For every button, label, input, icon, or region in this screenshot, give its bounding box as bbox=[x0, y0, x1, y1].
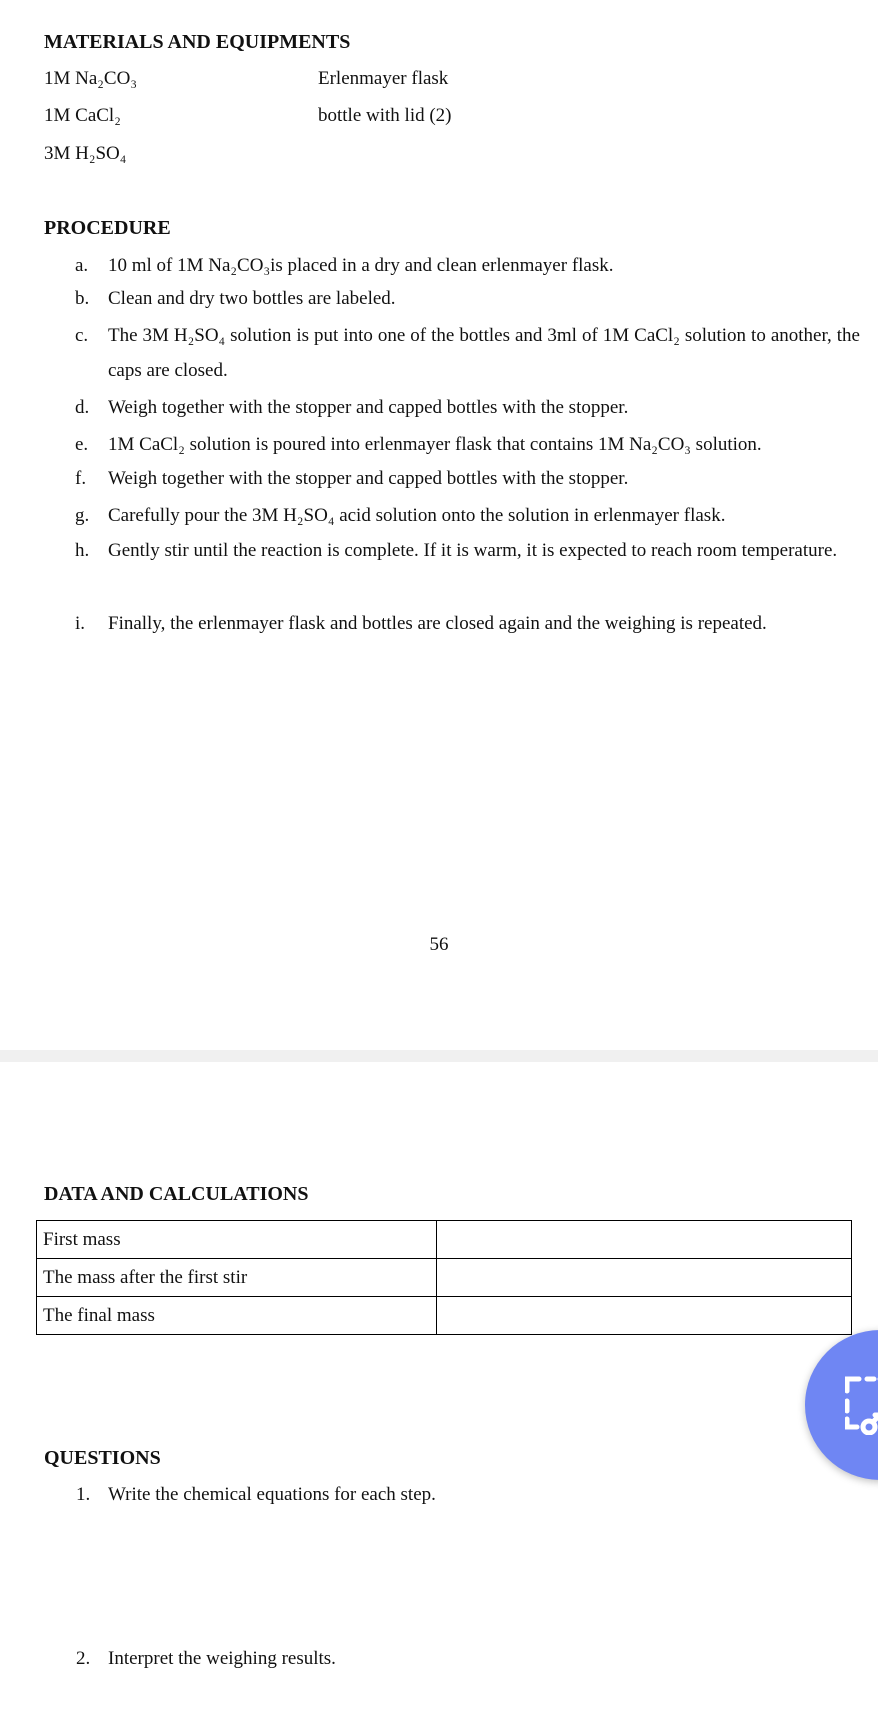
step-text: 1M CaCl₂ solution is poured into erlenmayer flask that contains 1M Na₂CO₃ solution. bbox=[108, 434, 762, 455]
step-letter: b. bbox=[75, 288, 90, 309]
table-cell-value bbox=[437, 1221, 852, 1259]
question-number: 1. bbox=[76, 1484, 91, 1505]
table-row bbox=[37, 1297, 852, 1335]
step-letter: h. bbox=[75, 540, 90, 561]
step-text: 10 ml of 1M Na₂CO₃is placed in a dry and clean erlenmayer flask. bbox=[108, 255, 614, 276]
step-text: Finally, the erlenmayer flask and bottles are closed again and the weighing is repeated. bbox=[108, 613, 767, 634]
chemical-item: 1M Na₂CO₃ bbox=[44, 68, 137, 89]
table-cell-value bbox=[437, 1259, 852, 1297]
chemical-item: 1M CaCl₂ bbox=[44, 105, 121, 126]
question-text: Interpret the weighing results. bbox=[108, 1648, 336, 1669]
equipment-item: bottle with lid (2) bbox=[318, 105, 452, 126]
step-letter: d. bbox=[75, 397, 90, 418]
step-letter: c. bbox=[75, 325, 89, 346]
step-text: Weigh together with the stopper and capped bottles with the stopper. bbox=[108, 397, 629, 418]
table-row bbox=[37, 1221, 852, 1259]
procedure-heading: PROCEDURE bbox=[44, 217, 171, 239]
table-cell-label: The mass after the first stir bbox=[37, 1259, 437, 1297]
step-letter: i. bbox=[75, 613, 86, 634]
table-cell-value bbox=[437, 1297, 852, 1335]
step-letter: g. bbox=[75, 505, 90, 526]
question-number: 2. bbox=[76, 1648, 91, 1669]
step-text: Weigh together with the stopper and capped bottles with the stopper. bbox=[108, 468, 629, 489]
data-calculations-heading: DATA AND CALCULATIONS bbox=[44, 1183, 309, 1205]
table-cell-label: First mass bbox=[37, 1221, 437, 1259]
step-text: Clean and dry two bottles are labeled. bbox=[108, 288, 396, 309]
chemical-item: 3M H₂SO₄ bbox=[44, 143, 127, 164]
materials-heading: MATERIALS AND EQUIPMENTS bbox=[44, 31, 351, 53]
screenshot-scissors-icon bbox=[845, 1375, 878, 1435]
step-text: Carefully pour the 3M H₂SO₄ acid solution onto the solution in erlenmayer flask. bbox=[108, 505, 726, 526]
page-number: 56 bbox=[429, 934, 449, 955]
data-table bbox=[36, 1220, 852, 1335]
questions-heading: QUESTIONS bbox=[44, 1447, 161, 1469]
equipment-item: Erlenmayer flask bbox=[318, 68, 449, 89]
question-text: Write the chemical equations for each step. bbox=[108, 1484, 436, 1505]
step-text: The 3M H₂SO₄ solution is put into one of the bottles and 3ml of 1M CaCl₂ solution to another, the caps are closed. bbox=[108, 325, 860, 381]
table-cell-label: The final mass bbox=[37, 1297, 437, 1335]
step-letter: a. bbox=[75, 255, 89, 276]
step-letter: e. bbox=[75, 434, 89, 455]
step-letter: f. bbox=[75, 468, 87, 489]
table-row bbox=[37, 1259, 852, 1297]
step-text: Gently stir until the reaction is complete. If it is warm, it is expected to reach room temperature. bbox=[108, 540, 838, 561]
document-page-57 bbox=[0, 1062, 878, 1715]
page-separator bbox=[0, 1050, 878, 1062]
